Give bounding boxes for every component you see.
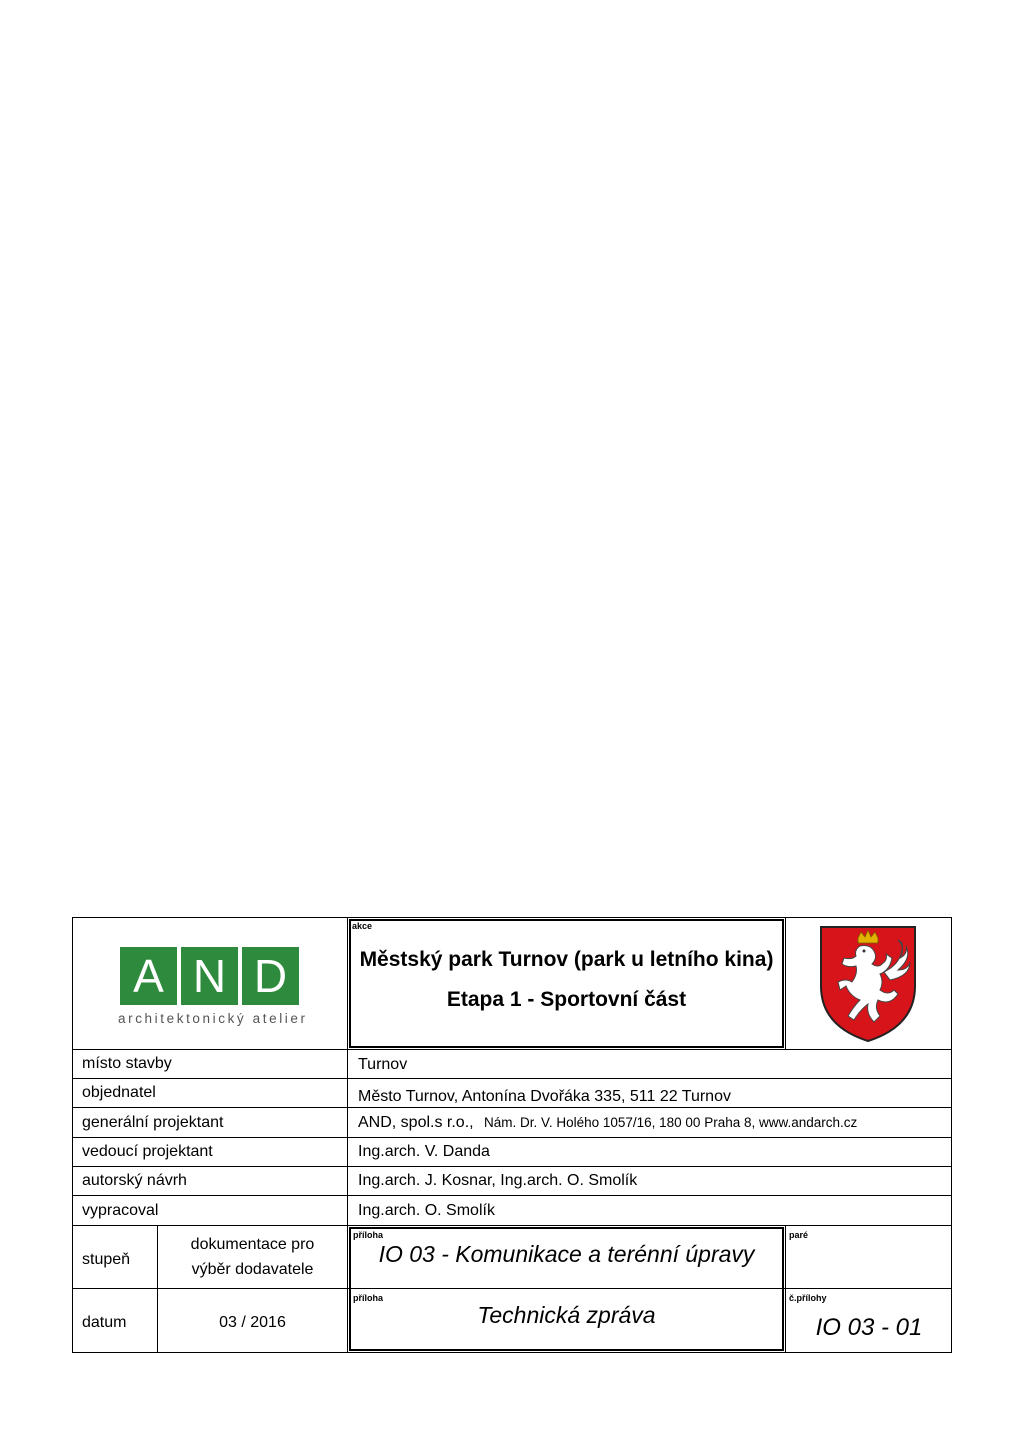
divider — [347, 917, 348, 1049]
coat-of-arms-icon — [818, 924, 918, 1044]
stupen-value-line1: dokumentace pro — [190, 1236, 315, 1253]
stupen-label: stupeň — [82, 1251, 131, 1268]
row-value-vypracoval: Ing.arch. O. Smolík — [358, 1202, 495, 1219]
priloha-caption: příloha — [353, 1293, 384, 1303]
row-divider — [72, 1078, 952, 1079]
row-value-objednatel: Město Turnov, Antonína Dvořáka 335, 511 22 Turnov — [358, 1088, 731, 1105]
coat-of-arms-icon — [818, 924, 918, 1044]
divider — [347, 1049, 348, 1353]
stupen-value-line2: výběr dodavatele — [191, 1261, 314, 1278]
project-subtitle: Etapa 1 - Sportovní část — [446, 988, 687, 1011]
divider — [785, 917, 786, 1049]
priloha-title: Technická zpráva — [477, 1302, 656, 1328]
row-label-autorsky-navrh: autorský návrh — [82, 1172, 187, 1189]
row-label-misto-stavby: místo stavby — [82, 1055, 172, 1072]
logo-letter: N — [181, 947, 238, 1005]
row-label-vypracoval: vypracoval — [82, 1202, 159, 1219]
row-value-vedouci-projektant: Ing.arch. V. Danda — [358, 1143, 490, 1160]
akce-caption: akce — [352, 921, 373, 931]
cislo-prilohy-caption: č.přílohy — [789, 1293, 827, 1303]
row-value-misto-stavby: Turnov — [358, 1056, 408, 1073]
logo-letter: D — [242, 947, 299, 1005]
pare-caption: paré — [789, 1230, 809, 1240]
row-divider — [72, 1049, 952, 1050]
datum-value: 03 / 2016 — [219, 1314, 286, 1331]
row-value-autorsky-navrh: Ing.arch. J. Kosnar, Ing.arch. O. Smolík — [358, 1172, 638, 1189]
priloha-title: IO 03 - Komunikace a terénní úpravy — [378, 1241, 755, 1267]
project-title: Městský park Turnov (park u letního kina) — [359, 948, 774, 971]
row-label-generalni-projektant: generální projektant — [82, 1114, 224, 1131]
company-address: Nám. Dr. V. Holého 1057/16, 180 00 Praha 8, www.andarch.cz — [484, 1115, 858, 1130]
company-name: AND, spol.s r.o., — [358, 1114, 474, 1131]
priloha-caption: příloha — [353, 1230, 384, 1240]
cislo-prilohy-value: IO 03 - 01 — [815, 1314, 923, 1341]
row-divider — [72, 1195, 952, 1196]
row-divider — [72, 1137, 952, 1138]
row-divider — [72, 1107, 952, 1108]
row-label-objednatel: objednatel — [82, 1084, 156, 1101]
datum-label: datum — [82, 1314, 127, 1331]
row-divider — [72, 1225, 952, 1226]
akce-box — [349, 919, 784, 1048]
row-label-vedouci-projektant: vedoucí projektant — [82, 1143, 213, 1160]
row-divider — [72, 1166, 952, 1167]
logo-subtitle: architektonický atelier — [118, 1011, 308, 1026]
row-value-generalni-projektant — [358, 1114, 857, 1132]
logo-letter: A — [120, 947, 177, 1005]
